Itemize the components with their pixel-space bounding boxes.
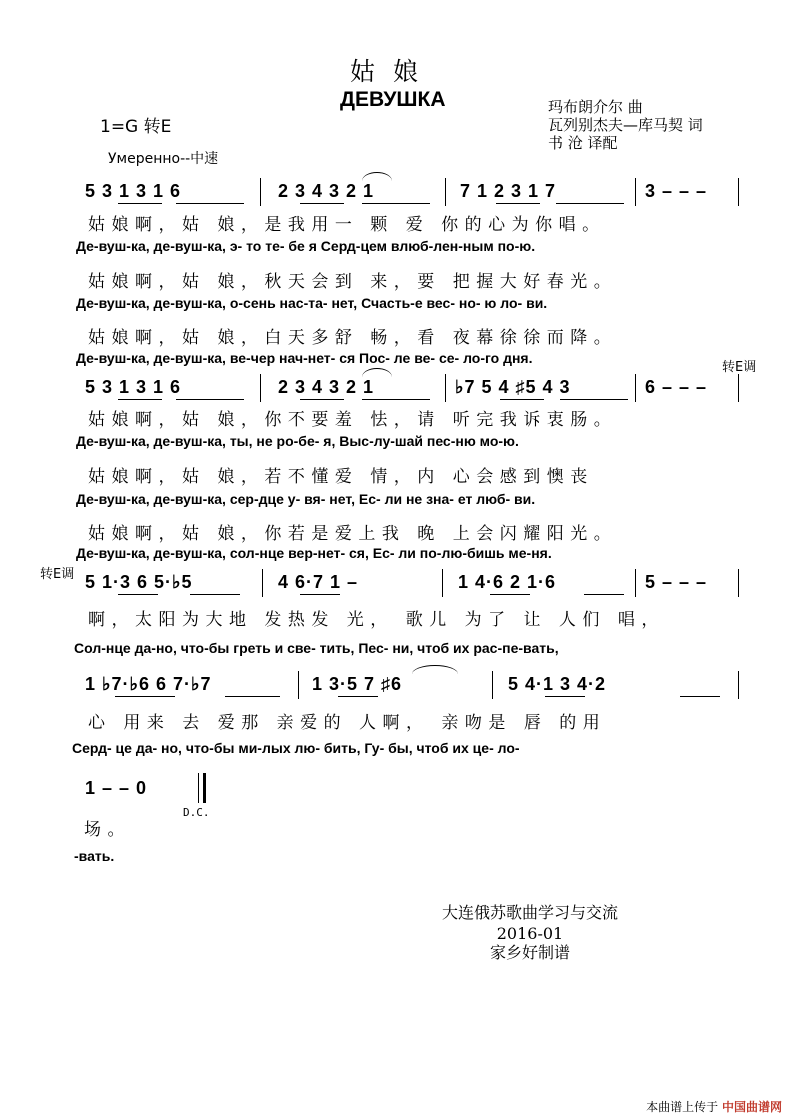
eighth-underline [176, 203, 244, 204]
lyric-ru-9: -вать. [74, 848, 115, 864]
eighth-underline [300, 399, 344, 400]
lyric-ru-1: Де-вуш-ка, де-вуш-ка, э- то те- бе я Серд-цем влюб-лен-ным по-ю. [76, 238, 536, 254]
barline [635, 569, 636, 597]
footer-line-3: 家乡好制谱 [489, 943, 570, 962]
lyric-cn-7: 啊，太阳为大地 发热发 光， 歌儿 为了 让 人们 唱， [88, 610, 665, 630]
notes-measure-7: ♭7 5 4 ♯5 4 3 [455, 377, 571, 397]
da-capo-marking: D.C. [183, 806, 210, 819]
barline [445, 374, 446, 402]
lyric-cn-9: 场。 [84, 820, 131, 840]
footer-line-1: 大连俄苏歌曲学习与交流 [441, 903, 618, 922]
barline [442, 569, 443, 597]
lyric-cn-6: 姑娘啊，姑 娘，你若是爱上我 晚 上会闪耀阳光。 [88, 524, 618, 544]
eighth-underline [496, 203, 540, 204]
notes-measure-10: 4 6·7 1 – [278, 572, 359, 592]
song-title-chinese: 姑娘 [350, 57, 437, 86]
lyric-cn-5: 姑娘啊，姑 娘，若不懂爱 情，内 心会感到懊丧 [88, 467, 594, 487]
eighth-underline [115, 696, 175, 697]
lyric-ru-7: Сол-нце да-но, что-бы греть и све- тить, Пес- ни, чтоб их рас-пе-вать, [74, 640, 559, 656]
eighth-underline [118, 203, 162, 204]
lyric-ru-8: Серд- це да- но, что-бы ми-лых лю- бить, Гу- бы, чтоб их це- ло- [72, 740, 520, 756]
notes-measure-12: 5 – – – [645, 572, 708, 592]
eighth-underline [560, 399, 628, 400]
notes-measure-15: 5 4·1 3 4·2 [508, 674, 607, 694]
notes-measure-3: 7 1 2 3 1 7 [460, 181, 557, 201]
barline [635, 374, 636, 402]
barline [262, 569, 263, 597]
barline [738, 671, 739, 699]
barline [260, 178, 261, 206]
eighth-underline [176, 399, 244, 400]
notes-measure-8: 6 – – – [645, 377, 708, 397]
site-logo: 中国曲谱网 [721, 1100, 782, 1114]
notes-measure-13: 1 ♭7·♭6 6 7·♭7 [85, 674, 212, 694]
barline [492, 671, 493, 699]
lyric-ru-5: Де-вуш-ка, де-вуш-ка, сер-дце у- вя- нет, Ес- ли не зна- ет люб- ви. [76, 491, 536, 507]
eighth-underline [118, 594, 158, 595]
lyric-ru-4: Де-вуш-ка, де-вуш-ка, ты, не ро-бе- я, Выс-лу-шай пес-ню мо-ю. [76, 433, 519, 449]
upload-note: 本曲谱上传于 [646, 1100, 719, 1114]
notes-measure-4: 3 – – – [645, 181, 708, 201]
lyric-cn-8: 心 用来 去 爱那 亲爱的 人啊， 亲吻是 唇 的用 [88, 713, 607, 733]
credit-lyricist: 瓦列别杰夫—库马契 词 [548, 116, 703, 134]
notes-measure-11: 1 4·6 2 1·6 [458, 572, 557, 592]
eighth-underline [500, 399, 544, 400]
notes-measure-5: 5 3 1 3 1 6 [85, 377, 182, 397]
eighth-underline [300, 203, 344, 204]
lyric-ru-6: Де-вуш-ка, де-вуш-ка, сол-нце вер-нет- ся, Ес- ли по-лю-бишь ме-ня. [76, 545, 552, 561]
barline [738, 569, 739, 597]
barline [635, 178, 636, 206]
final-barline-thin [198, 773, 199, 803]
modulation-label: 转E调 [40, 567, 75, 582]
eighth-underline [225, 696, 280, 697]
key-signature: 1=G 转E [100, 117, 172, 137]
footer-line-2: 2016-01 [496, 924, 564, 943]
notes-measure-16: 1 – – 0 [85, 778, 148, 798]
eighth-underline [362, 399, 430, 400]
tempo-marking: Умеренно--中速 [108, 151, 219, 167]
notes-measure-1: 5 3 1 3 1 6 [85, 181, 182, 201]
lyric-cn-4: 姑娘啊，姑 娘，你不要羞 怯，请 听完我诉衷肠。 [88, 410, 618, 430]
notes-measure-2: 2 3 4 3 2 1 [278, 181, 375, 201]
eighth-underline [490, 594, 530, 595]
eighth-underline [338, 696, 378, 697]
song-title-russian: ДЕВУШКА [340, 88, 446, 111]
tie-mark [362, 368, 392, 377]
barline [260, 374, 261, 402]
notes-measure-9: 5 1·3 6 5·♭5 [85, 572, 193, 592]
modulation-label: 转E调 [722, 360, 757, 375]
eighth-underline [680, 696, 720, 697]
tie-mark [412, 665, 458, 674]
lyric-ru-2: Де-вуш-ка, де-вуш-ка, о-сень нас-та- нет, Счасть-е вес- но- ю ло- ви. [76, 295, 548, 311]
barline [445, 178, 446, 206]
upload-watermark [646, 1098, 782, 1115]
credit-composer: 玛布朗介尔 曲 [548, 98, 643, 116]
final-barline-thick [203, 773, 206, 803]
tie-mark [362, 172, 392, 181]
eighth-underline [300, 594, 340, 595]
lyric-cn-3: 姑娘啊，姑 娘，白天多舒 畅，看 夜幕徐徐而降。 [88, 328, 618, 348]
barline [738, 178, 739, 206]
eighth-underline [118, 399, 162, 400]
credit-translator: 书 沧 译配 [548, 134, 618, 152]
barline [738, 374, 739, 402]
notes-measure-14: 1 3·5 7 ♯6 [312, 674, 403, 694]
lyric-cn-1: 姑娘啊，姑 娘，是我用一 颗 爱 你的心为你唱。 [88, 215, 606, 235]
eighth-underline [545, 696, 585, 697]
lyric-cn-2: 姑娘啊，姑 娘，秋天会到 来，要 把握大好春光。 [88, 272, 618, 292]
lyric-ru-3: Де-вуш-ка, де-вуш-ка, ве-чер нач-нет- ся Пос- ле ве- се- ло-го дня. [76, 350, 533, 366]
eighth-underline [190, 594, 240, 595]
notes-measure-6: 2 3 4 3 2 1 [278, 377, 375, 397]
barline [298, 671, 299, 699]
eighth-underline [362, 203, 430, 204]
eighth-underline [584, 594, 624, 595]
eighth-underline [556, 203, 624, 204]
